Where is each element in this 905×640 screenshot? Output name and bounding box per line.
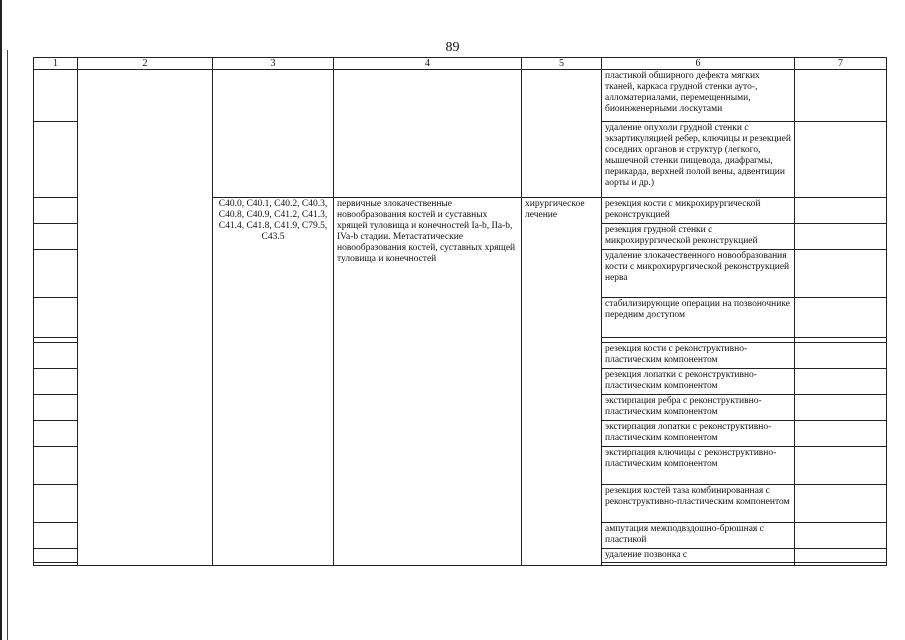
column-header: 2 xyxy=(78,58,213,70)
method-cell: удаление опухоли грудной стенки с экзартикуляцией ребер, ключицы и резекцией соседних органов и структур (легкого, мышечной стенки пищевода, диафрагмы, перикарда, верхней полой вены, адвентиции аорты и др.) xyxy=(602,122,795,198)
table-cell xyxy=(34,549,78,563)
column-header: 4 xyxy=(334,58,522,70)
table-cell xyxy=(34,298,78,338)
table-header-row xyxy=(34,58,887,70)
scan-edge xyxy=(0,0,2,640)
column-header: 3 xyxy=(213,58,334,70)
table-cell xyxy=(34,369,78,395)
column-header: 6 xyxy=(602,58,795,70)
scan-edge-line xyxy=(7,50,8,640)
method-cell: стабилизирующие операции на позвоночнике передним доступом xyxy=(602,298,795,338)
table-cell xyxy=(795,224,887,250)
table-cell xyxy=(795,563,887,566)
table-cell xyxy=(334,70,522,198)
table-cell xyxy=(78,70,213,566)
table-cell xyxy=(795,250,887,298)
table-cell xyxy=(34,523,78,549)
table-cell xyxy=(34,421,78,447)
table-cell xyxy=(795,298,887,338)
method-cell: экстирпация ребра с реконструктивно-пластическим компонентом xyxy=(602,395,795,421)
method-cell: резекция кости с микрохирургической реконструкцией xyxy=(602,198,795,224)
diagnosis-cell: первичные злокачественные новообразования костей и суставных хрящей туловища и конечностей Ia-b, IIa-b, IVa-b стадии. Метастатические новообразования костей, суставных хрящей туловища и конечностей xyxy=(334,198,522,566)
table-cell xyxy=(34,198,78,224)
table-cell xyxy=(795,395,887,421)
table-cell xyxy=(34,563,78,566)
table-cell xyxy=(34,122,78,198)
table-cell xyxy=(795,485,887,523)
method-cell: пластикой обширного дефекта мягких тканей, каркаса грудной стенки ауто-, алломатериалами, перемещенными, биоинженерными лоскутами xyxy=(602,70,795,122)
table-cell xyxy=(795,549,887,563)
method-cell: ампутация межподвздошно-брюшная с пластикой xyxy=(602,523,795,549)
method-cell: резекция кости с реконструктивно-пластическим компонентом xyxy=(602,343,795,369)
method-cell: удаление злокачественного новообразования кости с микрохирургической реконструкцией нерва xyxy=(602,250,795,298)
table-cell xyxy=(602,563,795,566)
table-cell xyxy=(795,70,887,122)
table-cell xyxy=(34,224,78,250)
table-cell xyxy=(795,447,887,485)
table-cell xyxy=(795,343,887,369)
column-header: 1 xyxy=(34,58,78,70)
table-cell xyxy=(34,343,78,369)
column-header: 5 xyxy=(522,58,602,70)
method-cell: резекция грудной стенки с микрохирургической реконструкцией xyxy=(602,224,795,250)
table-cell xyxy=(795,198,887,224)
icd-codes-cell: C40.0, C40.1, C40.2, C40.3, C40.8, C40.9, C41.2, C41.3, C41.4, C41.8, C41.9, C79.5, C43.5 xyxy=(213,198,334,566)
table-cell xyxy=(34,70,78,122)
table-cell xyxy=(795,421,887,447)
table-cell xyxy=(213,70,334,198)
table-cell xyxy=(34,447,78,485)
column-header: 7 xyxy=(795,58,887,70)
table-row xyxy=(34,70,887,122)
table-cell xyxy=(795,523,887,549)
medical-services-table xyxy=(33,57,887,566)
method-cell: удаление позвонка с xyxy=(602,549,795,563)
table-cell xyxy=(34,250,78,298)
table-cell xyxy=(34,485,78,523)
page-number: 89 xyxy=(445,40,460,55)
table-cell xyxy=(795,369,887,395)
table-cell xyxy=(34,395,78,421)
method-cell: экстирпация лопатки с реконструктивно-пластическим компонентом xyxy=(602,421,795,447)
table-cell xyxy=(522,70,602,198)
method-cell: резекция костей таза комбинированная с реконструктивно-пластическим компонентом xyxy=(602,485,795,523)
treatment-cell: хирургическое лечение xyxy=(522,198,602,566)
method-cell: экстирпация ключицы с реконструктивно-пластическим компонентом xyxy=(602,447,795,485)
table-cell xyxy=(795,122,887,198)
method-cell: резекция лопатки с реконструктивно-пластическим компонентом xyxy=(602,369,795,395)
